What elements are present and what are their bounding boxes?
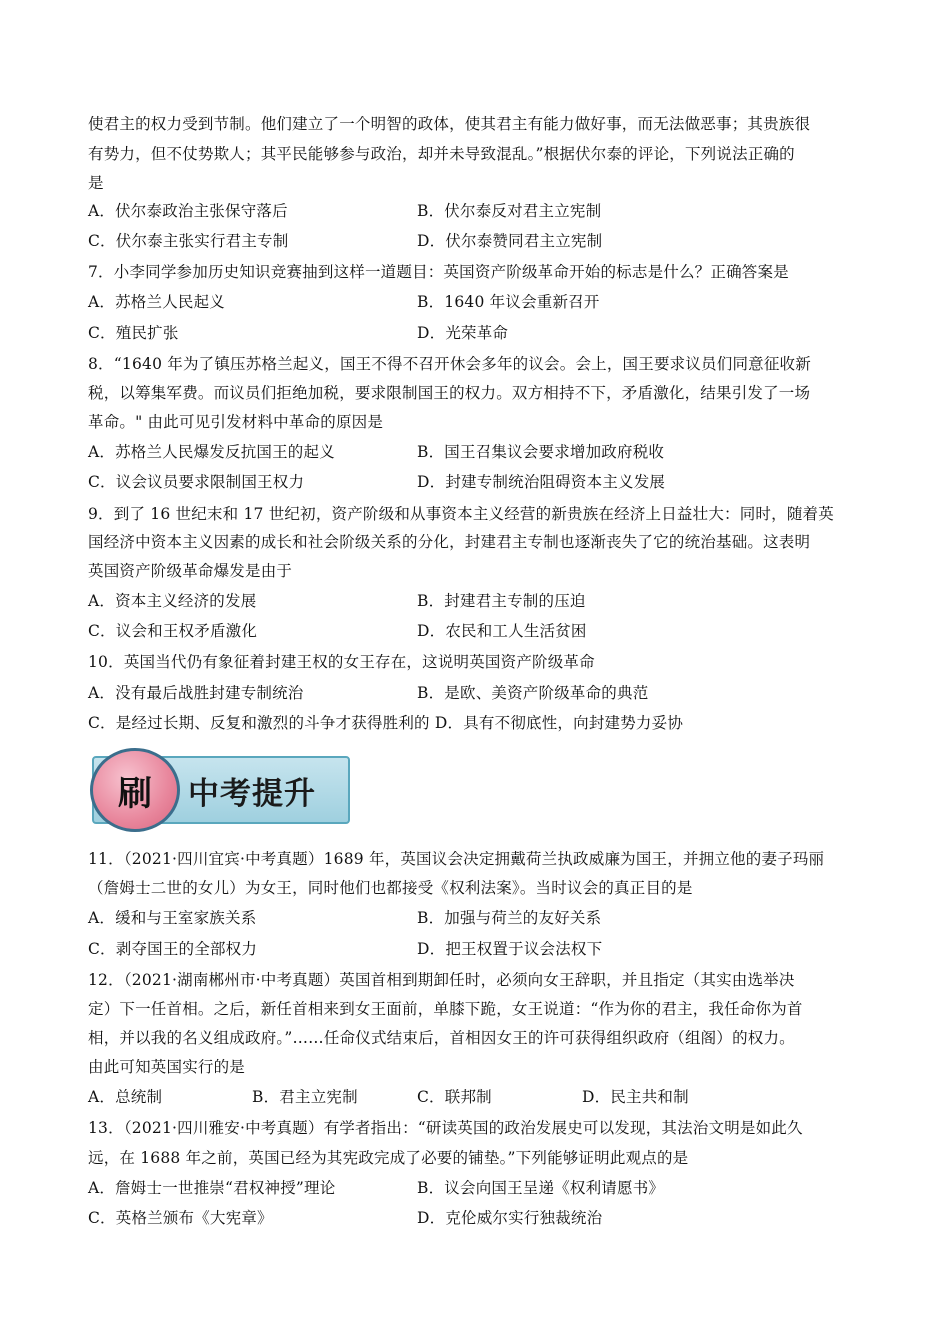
- option-b: B．封建君主专制的压迫: [417, 592, 586, 610]
- question-12-text: 定）下一任首相。之后，新任首相来到女王面前，单膝下跪，女王说道：“作为你的君主，我任命你为首: [88, 1000, 803, 1018]
- banner-badge-text: 刷: [118, 773, 152, 814]
- question-12-text: 相，并以我的名义组成政府。”……任命仪式结束后，首相因女王的许可获得组织政府（组阁）的权力。: [88, 1029, 795, 1047]
- question-8-text: 税，以筹集军费。而议员们拒绝加税，要求限制国王的权力。双方相持不下，矛盾激化，结果引发了一场: [88, 384, 811, 402]
- option-a: A．缓和与王室家族关系: [88, 909, 257, 927]
- option-b: B．是欧、美资产阶级革命的典范: [417, 684, 649, 702]
- question-text-line: 使君主的权力受到节制。他们建立了一个明智的政体，使其君主有能力做好事，而无法做恶事；其贵族很: [88, 115, 811, 133]
- question-11-text: （詹姆士二世的女儿）为女王，同时他们也都接受《权利法案》。当时议会的真正目的是: [88, 879, 693, 897]
- option-a: A．苏格兰人民爆发反抗国王的起义: [88, 443, 335, 461]
- option-d: D．光荣革命: [417, 324, 509, 342]
- option-d: D．把王权置于议会法权下: [417, 940, 603, 958]
- question-8-text: 8．“1640 年为了镇压苏格兰起义，国王不得不召开休会多年的议会。会上，国王要求议员们同意征收新: [88, 355, 811, 373]
- question-11-text: 11．（2021·四川宜宾·中考真题）1689 年，英国议会决定拥戴荷兰执政威廉为国王，并拥立他的妻子玛丽: [88, 850, 825, 868]
- question-13-text: 远，在 1688 年之前，英国已经为其宪政完成了必要的铺垫。”下列能够证明此观点的是: [88, 1149, 689, 1167]
- option-b: B．伏尔泰反对君主立宪制: [417, 202, 602, 220]
- option-b: B．国王召集议会要求增加政府税收: [417, 443, 665, 461]
- option-b: B．1640 年议会重新召开: [417, 293, 600, 311]
- option-a: A．伏尔泰政治主张保守落后: [88, 202, 288, 220]
- option-c: C．联邦制: [417, 1088, 492, 1106]
- option-c: C．议会议员要求限制国王权力: [88, 473, 305, 491]
- option-d: D．克伦威尔实行独裁统治: [417, 1209, 603, 1227]
- option-c: C．殖民扩张: [88, 324, 179, 342]
- option-c-d: C．是经过长期、反复和激烈的斗争才获得胜利的 D．具有不彻底性，向封建势力妥协: [88, 714, 684, 732]
- question-9-text: 国经济中资本主义因素的成长和社会阶级关系的分化，封建君主专制也逐渐丧失了它的统治基础。这表明: [88, 533, 811, 551]
- question-12-text: 12．（2021·湖南郴州市·中考真题）英国首相到期卸任时，必须向女王辞职，并且指定（其实由选举决: [88, 971, 795, 989]
- question-8-text: 革命。" 由此可见引发材料中革命的原因是: [88, 413, 384, 431]
- question-9-text: 9．到了 16 世纪末和 17 世纪初，资产阶级和从事资本主义经营的新贵族在经济上日益壮大：同时，随着英: [88, 505, 834, 523]
- option-b: B．议会向国王呈递《权利请愿书》: [417, 1179, 665, 1197]
- option-a: A．资本主义经济的发展: [88, 592, 257, 610]
- option-c: C．剥夺国王的全部权力: [88, 940, 258, 958]
- option-b: B．君主立宪制: [252, 1088, 358, 1106]
- question-text-line: 是: [88, 174, 104, 192]
- question-text-line: 有势力，但不仗势欺人；其平民能够参与政治，却并未导致混乱。”根据伏尔泰的评论，下列说法正确的: [88, 145, 795, 163]
- option-a: A．苏格兰人民起义: [88, 293, 225, 311]
- banner-title: 中考提升: [188, 776, 316, 812]
- section-banner: [88, 744, 353, 830]
- option-d: D．民主共和制: [582, 1088, 689, 1106]
- option-a: A．没有最后战胜封建专制统治: [88, 684, 304, 702]
- question-13-text: 13．（2021·四川雅安·中考真题）有学者指出：“研读英国的政治发展史可以发现，其法治文明是如此久: [88, 1119, 803, 1137]
- option-a: A．总统制: [88, 1088, 163, 1106]
- option-c: C．英格兰颁布《大宪章》: [88, 1209, 273, 1227]
- option-a: A．詹姆士一世推崇“君权神授”理论: [88, 1179, 336, 1197]
- option-c: C．伏尔泰主张实行君主专制: [88, 232, 289, 250]
- option-c: C．议会和王权矛盾激化: [88, 622, 258, 640]
- option-d: D．伏尔泰赞同君主立宪制: [417, 232, 603, 250]
- option-b: B．加强与荷兰的友好关系: [417, 909, 602, 927]
- question-7-text: 7．小李同学参加历史知识竞赛抽到这样一道题目：英国资产阶级革命开始的标志是什么？正确答案是: [88, 263, 789, 281]
- option-d: D．封建专制统治阻碍资本主义发展: [417, 473, 666, 491]
- question-10-text: 10．英国当代仍有象征着封建王权的女王存在，这说明英国资产阶级革命: [88, 653, 595, 671]
- option-d: D．农民和工人生活贫困: [417, 622, 587, 640]
- question-12-text: 由此可知英国实行的是: [88, 1058, 246, 1076]
- question-9-text: 英国资产阶级革命爆发是由于: [88, 562, 293, 580]
- banner-badge: [90, 748, 180, 832]
